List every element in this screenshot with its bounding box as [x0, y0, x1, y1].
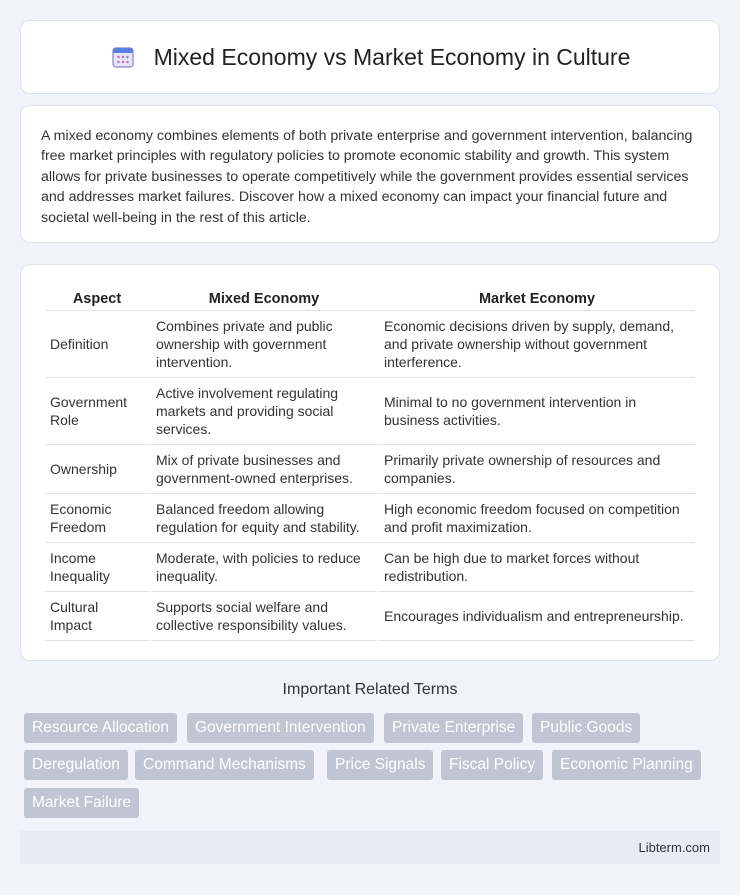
- table-cell: Definition: [45, 311, 149, 378]
- term-tag-command-mechanisms[interactable]: Command Mechanisms: [135, 750, 314, 780]
- term-tag-market-failure[interactable]: Market Failure: [24, 788, 139, 818]
- table-cell: Encourages individualism and entrepreneurship.: [379, 592, 695, 641]
- header-market-economy: Market Economy: [379, 285, 695, 311]
- term-tag-deregulation[interactable]: Deregulation: [24, 750, 128, 780]
- comparison-table: [43, 285, 697, 641]
- table-row: [45, 445, 695, 494]
- table-cell: Minimal to no government intervention in business activities.: [379, 378, 695, 445]
- table-cell: High economic freedom focused on competition and profit maximization.: [379, 494, 695, 543]
- table-cell: Primarily private ownership of resources and companies.: [379, 445, 695, 494]
- table-row: [45, 494, 695, 543]
- table-cell: Moderate, with policies to reduce inequality.: [151, 543, 377, 592]
- term-tag-government-intervention[interactable]: Government Intervention: [187, 713, 374, 743]
- table-row: [45, 311, 695, 378]
- table-cell: Economic Freedom: [45, 494, 149, 543]
- table-cell: Supports social welfare and collective responsibility values.: [151, 592, 377, 641]
- footer-site-link[interactable]: Libterm.com: [638, 840, 710, 855]
- comparison-table-card: [20, 264, 720, 661]
- intro-card: [20, 105, 720, 243]
- table-cell: Ownership: [45, 445, 149, 494]
- table-header-row: [45, 285, 695, 311]
- term-tag-resource-allocation[interactable]: Resource Allocation: [24, 713, 177, 743]
- table-cell: Economic decisions driven by supply, demand, and private ownership without government interference.: [379, 311, 695, 378]
- table-cell: Combines private and public ownership with government intervention.: [151, 311, 377, 378]
- header-mixed-economy: Mixed Economy: [151, 285, 377, 311]
- term-tag-private-enterprise[interactable]: Private Enterprise: [384, 713, 523, 743]
- table-row: [45, 543, 695, 592]
- term-tag-price-signals[interactable]: Price Signals: [327, 750, 433, 780]
- intro-text: A mixed economy combines elements of both private enterprise and government intervention, balancing free market principles with regulatory policies to promote economic stability and growth. This system allows for private businesses to operate competitively while the government provides essential services and addresses market failures. Discover how a mixed economy can impact your financial future and societal well-being in the rest of this article.: [41, 128, 693, 226]
- table-cell: Balanced freedom allowing regulation for equity and stability.: [151, 494, 377, 543]
- table-cell: Mix of private businesses and government-owned enterprises.: [151, 445, 377, 494]
- table-cell: Cultural Impact: [45, 592, 149, 641]
- table-cell: Can be high due to market forces without redistribution.: [379, 543, 695, 592]
- table-cell: Government Role: [45, 378, 149, 445]
- table-cell: Active involvement regulating markets and providing social services.: [151, 378, 377, 445]
- term-tag-economic-planning[interactable]: Economic Planning: [552, 750, 701, 780]
- table-cell: Income Inequality: [45, 543, 149, 592]
- header-aspect: Aspect: [45, 285, 149, 311]
- table-row: [45, 592, 695, 641]
- calendar-icon: [110, 44, 136, 70]
- table-row: [45, 378, 695, 445]
- header-card: [20, 20, 720, 94]
- related-terms-title: Important Related Terms: [282, 681, 458, 698]
- footer: [20, 831, 720, 864]
- term-tag-public-goods[interactable]: Public Goods: [532, 713, 640, 743]
- page-title: Mixed Economy vs Market Economy in Culture: [153, 43, 631, 70]
- term-tag-fiscal-policy[interactable]: Fiscal Policy: [441, 750, 543, 780]
